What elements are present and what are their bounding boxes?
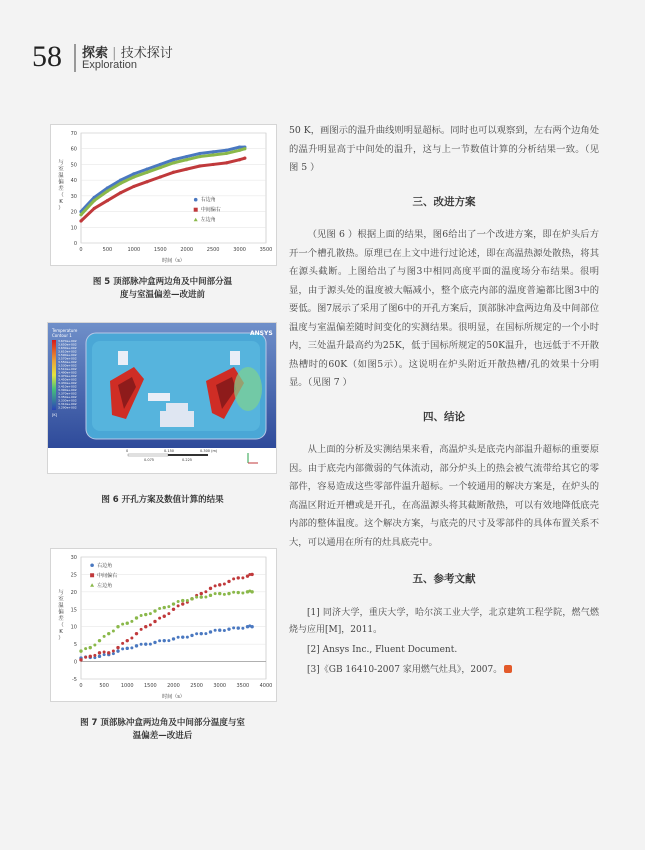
sim-warm-zone bbox=[234, 367, 262, 411]
data-point bbox=[200, 592, 203, 595]
data-point bbox=[103, 653, 106, 656]
legend-values bbox=[58, 339, 77, 410]
legend-value: 3.530e+002 bbox=[58, 363, 77, 368]
y-tick-label: 15 bbox=[70, 607, 77, 614]
y-tick-label: 25 bbox=[70, 572, 77, 579]
data-point bbox=[198, 155, 201, 158]
section-5-title: 五、参考文献 bbox=[412, 573, 476, 585]
data-point bbox=[158, 607, 161, 610]
data-point bbox=[159, 166, 162, 169]
figure-6 bbox=[47, 322, 277, 474]
x-tick-label: 2500 bbox=[190, 683, 203, 689]
data-point bbox=[153, 641, 156, 644]
end-mark-icon bbox=[504, 665, 512, 673]
scale-bar-black bbox=[168, 454, 208, 456]
sim-hole-2 bbox=[230, 351, 240, 365]
data-point bbox=[98, 639, 101, 642]
data-point bbox=[103, 651, 106, 654]
y-tick-label: 5 bbox=[73, 642, 77, 649]
data-point bbox=[135, 632, 138, 635]
data-point bbox=[140, 628, 143, 631]
data-point bbox=[112, 630, 115, 633]
figure-7-caption-line2: 温偏差—改进后 bbox=[132, 731, 193, 741]
x-tick-label: 2000 bbox=[180, 247, 194, 253]
header-divider-bar bbox=[74, 44, 76, 72]
y-axis-label-char: 室 bbox=[58, 166, 64, 173]
data-point bbox=[225, 152, 228, 155]
x-tick-label: 2500 bbox=[206, 247, 220, 253]
legend-title: Temperature bbox=[52, 328, 78, 333]
legend-value: 3.390e+002 bbox=[58, 388, 77, 392]
data-point bbox=[98, 655, 101, 658]
data-point bbox=[121, 647, 124, 650]
data-point bbox=[223, 629, 226, 632]
legend-value: 3.310e+002 bbox=[58, 402, 77, 406]
section-title: 探索 bbox=[82, 46, 109, 61]
section-4-body: 从上面的分析及实测结果来看，高温炉头是底壳内部温升超标的重要原因。由于底壳内部微弱的气体流动，部分炉头上的热会被气流带给其它的零部件，容易造成这些零部件温升超标。一个较通用的解决方案是，在炉头的高温区附近开槽或是开孔，在高温源头将其截断散热，可以有效地降低底壳内部的整体温度。这个解决方案，与底壳的尺寸及零部件的具体布置关系不大，可以通用在所有的灶具底壳中。 bbox=[289, 444, 599, 548]
data-point bbox=[140, 643, 143, 646]
y-axis-label-char: 与 bbox=[58, 590, 64, 596]
data-point bbox=[214, 584, 217, 587]
legend-value: 3.630e+002 bbox=[58, 346, 77, 350]
data-point bbox=[225, 161, 228, 164]
x-tick-label: 0 bbox=[79, 683, 83, 689]
data-point bbox=[130, 636, 133, 639]
data-point bbox=[195, 632, 198, 635]
data-point bbox=[181, 602, 184, 605]
y-axis-label-char: 室 bbox=[58, 596, 64, 603]
figure-5 bbox=[50, 124, 277, 266]
y-axis-label-char: 温 bbox=[58, 173, 64, 179]
data-point bbox=[250, 590, 253, 593]
section-3-title: 三、改进方案 bbox=[412, 195, 476, 208]
x-axis-label: 时间（s） bbox=[162, 694, 185, 700]
reference-2: [2] Ansys Inc., Fluent Document. bbox=[307, 644, 458, 655]
x-tick-label: 500 bbox=[102, 247, 113, 253]
data-point bbox=[89, 646, 92, 649]
data-point bbox=[214, 629, 217, 632]
y-tick-label: 10 bbox=[70, 225, 77, 232]
data-point bbox=[198, 152, 201, 155]
figure-7-caption-line1: 图 7 顶部脉冲盒两边角及中间部分温度与室 bbox=[80, 718, 245, 728]
x-axis-label: 时间（s） bbox=[162, 258, 185, 264]
data-point bbox=[145, 171, 148, 174]
figure-5-caption bbox=[55, 276, 270, 302]
y-axis-label-char: （ bbox=[58, 622, 64, 629]
data-point bbox=[158, 639, 161, 642]
legend-value: 3.670e+002 bbox=[58, 339, 77, 343]
scale-label-mid-0: 0.075 bbox=[144, 458, 155, 462]
legend-value: 3.370e+002 bbox=[58, 391, 77, 396]
data-point bbox=[149, 623, 152, 626]
legend-label: 左边角 bbox=[97, 582, 113, 589]
y-axis-label-char: 偏 bbox=[58, 179, 64, 186]
data-point bbox=[132, 172, 135, 175]
legend-value: 3.550e+002 bbox=[58, 360, 77, 364]
data-point bbox=[232, 626, 235, 629]
legend-label: 右边角 bbox=[97, 562, 113, 569]
legend-marker bbox=[194, 208, 198, 212]
y-axis-label-char: 差 bbox=[58, 616, 64, 622]
data-point bbox=[214, 592, 217, 595]
y-tick-label: 30 bbox=[70, 193, 77, 200]
data-point bbox=[106, 199, 109, 202]
data-point bbox=[237, 576, 240, 579]
data-point bbox=[204, 632, 207, 635]
x-tick-label: 1500 bbox=[153, 247, 167, 253]
data-point bbox=[232, 591, 235, 594]
x-tick-label: 0 bbox=[79, 247, 83, 253]
legend-value: 3.610e+002 bbox=[58, 349, 77, 354]
data-point bbox=[135, 644, 138, 647]
x-tick-label: 1000 bbox=[127, 247, 141, 253]
para-top: 50 K，画图示的温升曲线则明显超标。同时也可以观察到，左右两个边角处的温升明显高于中间处的温升，这与上一节数值计算的分析结果一致。（见图 5 ） bbox=[289, 125, 599, 173]
legend-value: 3.330e+002 bbox=[58, 398, 77, 403]
data-point bbox=[163, 639, 166, 642]
legend-label: 左边角 bbox=[200, 217, 216, 224]
legend-value: 3.570e+002 bbox=[58, 356, 77, 361]
data-point bbox=[119, 191, 122, 194]
data-point bbox=[121, 642, 124, 645]
data-point bbox=[223, 582, 226, 585]
y-tick-label: 10 bbox=[70, 624, 77, 631]
data-point bbox=[163, 606, 166, 609]
reference-3 bbox=[289, 662, 599, 679]
data-point bbox=[185, 168, 188, 171]
data-point bbox=[107, 651, 110, 654]
x-tick-label: 3500 bbox=[236, 683, 250, 689]
x-tick-label: 1500 bbox=[144, 683, 157, 689]
legend-color-bar bbox=[52, 340, 56, 410]
data-point bbox=[225, 149, 228, 152]
data-point bbox=[238, 149, 241, 152]
data-point bbox=[159, 163, 162, 166]
figure-6-caption: 图 6 开孔方案及数值计算的结果 bbox=[101, 495, 224, 505]
data-point bbox=[250, 573, 253, 576]
data-point bbox=[144, 613, 147, 616]
data-point bbox=[84, 647, 87, 650]
data-point bbox=[237, 626, 240, 629]
data-point bbox=[185, 158, 188, 161]
data-point bbox=[153, 620, 156, 623]
legend-marker bbox=[194, 198, 198, 202]
y-axis-label-char: 偏 bbox=[58, 609, 64, 616]
data-point bbox=[79, 658, 82, 661]
data-point bbox=[190, 597, 193, 600]
data-point bbox=[218, 592, 221, 595]
figure-5-chart bbox=[51, 125, 276, 265]
data-point bbox=[209, 594, 212, 597]
y-tick-label: 0 bbox=[73, 659, 77, 666]
data-point bbox=[212, 150, 215, 153]
legend-label: 右边角 bbox=[200, 197, 216, 204]
data-point bbox=[185, 155, 188, 158]
data-point bbox=[116, 646, 119, 649]
data-point bbox=[112, 652, 115, 655]
data-point bbox=[212, 153, 215, 156]
data-point bbox=[195, 596, 198, 599]
article-column bbox=[289, 122, 599, 679]
legend-marker bbox=[90, 563, 94, 567]
data-point bbox=[167, 605, 170, 608]
data-point bbox=[232, 577, 235, 580]
data-point bbox=[218, 583, 221, 586]
data-point bbox=[132, 185, 135, 188]
section-divider: | bbox=[112, 46, 117, 61]
subsection-title: 技术探讨 bbox=[120, 46, 173, 61]
data-point bbox=[190, 634, 193, 637]
data-point bbox=[163, 615, 166, 618]
data-point bbox=[200, 632, 203, 635]
data-point bbox=[98, 651, 101, 654]
y-tick-label: 20 bbox=[70, 589, 77, 596]
data-point bbox=[172, 637, 175, 640]
data-point bbox=[227, 627, 230, 630]
data-point bbox=[121, 623, 124, 626]
data-point bbox=[130, 620, 133, 623]
legend-subtitle: Contour 1 bbox=[52, 333, 72, 338]
data-point bbox=[140, 614, 143, 617]
data-point bbox=[237, 591, 240, 594]
figure-6-simulation bbox=[48, 323, 276, 473]
x-tick-label: 500 bbox=[99, 683, 109, 689]
data-point bbox=[79, 213, 82, 216]
figure-5-caption-line2: 度与室温偏差—改进前 bbox=[119, 290, 205, 300]
legend-value: 3.470e+002 bbox=[58, 374, 77, 378]
data-point bbox=[177, 636, 180, 639]
data-point bbox=[241, 576, 244, 579]
legend-label: 中间偏右 bbox=[97, 572, 118, 579]
data-point bbox=[172, 171, 175, 174]
data-point bbox=[223, 593, 226, 596]
y-axis-label-char: 差 bbox=[58, 186, 64, 192]
scale-label-0: 0 bbox=[126, 449, 129, 453]
data-point bbox=[103, 635, 106, 638]
data-point bbox=[144, 642, 147, 645]
figure-5-caption-line1: 图 5 顶部脉冲盒两边角及中间部分温 bbox=[92, 277, 233, 287]
legend-value: 3.450e+002 bbox=[58, 377, 77, 382]
data-point bbox=[89, 655, 92, 658]
scale-bar-white bbox=[128, 454, 168, 456]
x-tick-label: 2000 bbox=[167, 683, 180, 689]
data-point bbox=[153, 609, 156, 612]
legend-value: 3.590e+002 bbox=[58, 353, 77, 357]
x-tick-label: 4000 bbox=[259, 683, 273, 689]
data-point bbox=[186, 599, 189, 602]
scale-label-2: 0.300 (m) bbox=[200, 449, 218, 453]
legend-unit: [K] bbox=[52, 413, 58, 417]
x-tick-label: 1000 bbox=[120, 683, 134, 689]
data-point bbox=[238, 158, 241, 161]
x-tick-label: 3000 bbox=[233, 247, 246, 253]
legend-value: 3.510e+002 bbox=[58, 367, 77, 371]
data-point bbox=[243, 157, 246, 160]
data-point bbox=[145, 168, 148, 171]
data-point bbox=[84, 656, 87, 659]
data-point bbox=[144, 625, 147, 628]
legend-value: 3.430e+002 bbox=[58, 381, 77, 385]
section-4-title: 四、结论 bbox=[423, 410, 465, 423]
y-axis-label-char: 与 bbox=[58, 160, 64, 166]
y-tick-label: 0 bbox=[73, 241, 77, 247]
data-point bbox=[238, 146, 241, 149]
data-point bbox=[241, 627, 244, 630]
x-tick-label: 3500 bbox=[259, 247, 273, 253]
data-point bbox=[112, 650, 115, 653]
legend-marker bbox=[90, 573, 94, 577]
data-point bbox=[93, 654, 96, 657]
y-axis-label-char: ） bbox=[58, 635, 64, 642]
data-point bbox=[79, 649, 82, 652]
data-point bbox=[209, 630, 212, 633]
scale-label-mid-1: 0.225 bbox=[182, 458, 193, 462]
data-point bbox=[145, 180, 148, 183]
data-point bbox=[204, 596, 207, 599]
section-title-en: Exploration bbox=[82, 59, 138, 71]
legend-value: 3.650e+002 bbox=[58, 342, 77, 347]
figure-7 bbox=[50, 548, 277, 702]
data-point bbox=[177, 600, 180, 603]
y-tick-label: 50 bbox=[70, 162, 77, 169]
data-point bbox=[158, 617, 161, 620]
data-point bbox=[177, 604, 180, 607]
y-tick-label: -5 bbox=[72, 677, 77, 683]
sim-hole-3 bbox=[148, 393, 170, 401]
data-point bbox=[241, 592, 244, 595]
data-point bbox=[79, 219, 82, 222]
ansys-brand: ANSYS bbox=[250, 330, 273, 337]
data-point bbox=[132, 175, 135, 178]
data-point bbox=[126, 647, 129, 650]
data-point bbox=[250, 625, 253, 628]
data-point bbox=[172, 602, 175, 605]
data-point bbox=[227, 580, 230, 583]
data-point bbox=[126, 622, 129, 625]
data-point bbox=[181, 599, 184, 602]
y-axis-label-char: K bbox=[59, 629, 63, 635]
data-point bbox=[116, 625, 119, 628]
y-axis-label-char: 温 bbox=[58, 603, 64, 609]
data-point bbox=[209, 587, 212, 590]
data-point bbox=[172, 608, 175, 611]
y-axis-label-char: （ bbox=[58, 192, 64, 199]
reference-3-text: [3]《GB 16410-2007 家用燃气灶具》，2007。 bbox=[307, 664, 503, 675]
figure-7-caption bbox=[50, 717, 275, 743]
data-point bbox=[106, 190, 109, 193]
legend-value: 3.350e+002 bbox=[58, 395, 77, 399]
data-point bbox=[172, 161, 175, 164]
data-point bbox=[126, 639, 129, 642]
data-point bbox=[130, 646, 133, 649]
data-point bbox=[116, 649, 119, 652]
data-point bbox=[212, 163, 215, 166]
x-tick-label: 3000 bbox=[213, 683, 227, 689]
data-point bbox=[200, 595, 203, 598]
sim-hole-1 bbox=[118, 351, 128, 365]
reference-1: [1] 同济大学，重庆大学，哈尔滨工业大学，北京建筑工程学院，燃气燃烧与应用[M]，2011。 bbox=[289, 607, 599, 635]
legend-value: 3.490e+002 bbox=[58, 370, 77, 375]
data-point bbox=[93, 207, 96, 210]
data-point bbox=[93, 643, 96, 646]
y-tick-label: 70 bbox=[70, 131, 77, 137]
data-point bbox=[159, 175, 162, 178]
data-point bbox=[218, 629, 221, 632]
section-3-body: （见图 6 ）根据上面的结果，图6给出了一个改进方案，即在炉头后方开一个槽孔散热。原理已在上文中进行过论述，即在高温热源处散热，将其在源头截断。上图给出了与图3中相同高度平面的温度场分布结果。很明显，由于源头处的温度被大幅减小，整个底壳内部的温度普遍都比图3中的要低。图7展示了采用了图6中的开孔方案后，顶部脉冲盒两边角及中间部位温度与室温偏差随时间变化的实测结果。很明显，在国标所规定的一个小时内，三处温升最高约为25K，低于国标所规定的50K温升，也远低于不开散热槽时的60K（如图5示）。这说明在炉头附近开散热槽/孔的效果十分明显。（见图 7 ） bbox=[289, 229, 599, 388]
y-tick-label: 30 bbox=[70, 555, 77, 561]
data-point bbox=[204, 590, 207, 593]
legend-label: 中间偏右 bbox=[200, 207, 221, 214]
legend-value: 3.410e+002 bbox=[58, 384, 77, 389]
figure-7-chart bbox=[51, 549, 276, 701]
page-number: 58 bbox=[32, 40, 62, 73]
data-point bbox=[172, 158, 175, 161]
y-tick-label: 20 bbox=[70, 209, 77, 216]
data-point bbox=[167, 639, 170, 642]
scale-label-1: 0.150 bbox=[164, 449, 175, 453]
y-tick-label: 60 bbox=[70, 146, 77, 153]
y-axis-label-char: K bbox=[59, 199, 63, 205]
data-point bbox=[93, 199, 96, 202]
y-tick-label: 40 bbox=[70, 178, 77, 185]
data-point bbox=[186, 636, 189, 639]
data-point bbox=[243, 147, 246, 150]
data-point bbox=[119, 182, 122, 185]
data-point bbox=[181, 635, 184, 638]
data-point bbox=[227, 592, 230, 595]
y-axis-label-char: ） bbox=[58, 205, 64, 212]
legend-value: 3.290e+002 bbox=[58, 405, 77, 410]
data-point bbox=[198, 164, 201, 167]
data-point bbox=[107, 632, 110, 635]
data-point bbox=[167, 612, 170, 615]
data-point bbox=[149, 643, 152, 646]
data-point bbox=[149, 612, 152, 615]
data-point bbox=[135, 616, 138, 619]
